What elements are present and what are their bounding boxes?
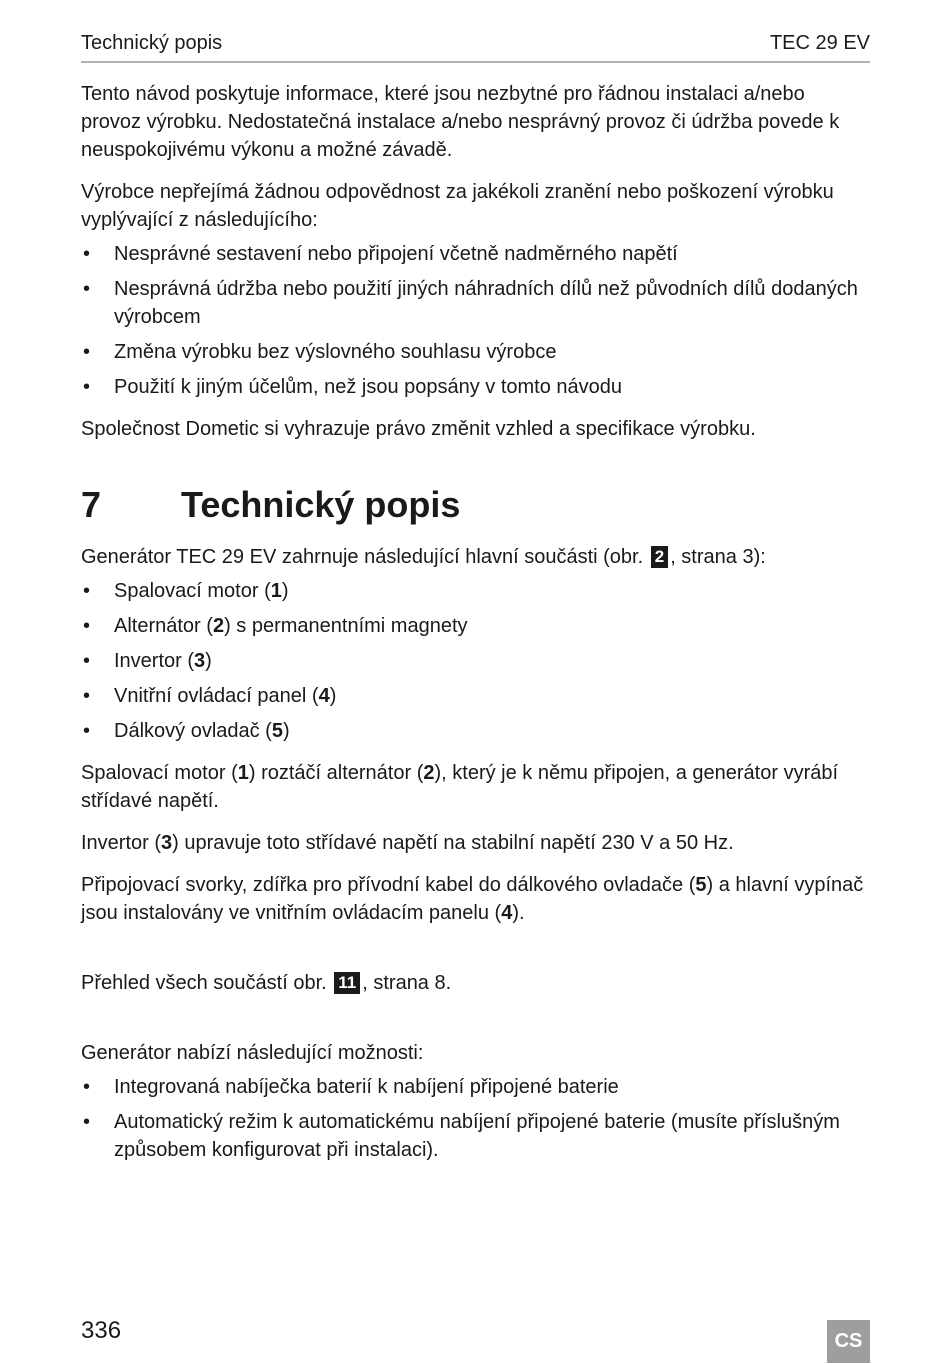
- figure-reference: 2: [651, 546, 668, 568]
- lead-text-end: , strana 3):: [670, 546, 766, 568]
- list-item: • Použití k jiným účelům, než jsou popsány v tomto návodu: [81, 373, 870, 401]
- intro-paragraph-1: Tento návod poskytuje informace, které jsou nezbytné pro řádnou instalaci a/nebo provoz výrobku. Nedostatečná instalace a/nebo nesprávný provoz či údržba povede k neuspokojivému výkonu a možné závadě.: [81, 83, 840, 161]
- section-heading: [81, 483, 870, 527]
- components-list: [81, 577, 870, 745]
- list-item: • Změna výrobku bez výslovného souhlasu výrobce: [81, 338, 870, 366]
- language-tab: CS: [827, 1320, 870, 1363]
- list-item: • Nesprávná údržba nebo použití jiných náhradních dílů než původních dílů dodaných výrobcem: [81, 275, 870, 331]
- liability-list: [81, 240, 870, 401]
- lead-text: Generátor TEC 29 EV zahrnuje následující hlavní součásti (obr.: [81, 546, 649, 568]
- header-section-title: Technický popis: [81, 32, 223, 54]
- options-list: [81, 1073, 870, 1164]
- running-header: [81, 30, 870, 63]
- inverter-paragraph: Invertor (3) upravuje toto střídavé napětí na stabilní napětí 230 V a 50 Hz.: [81, 832, 734, 854]
- list-item: • Integrovaná nabíječka baterií k nabíjení připojené baterie: [81, 1073, 870, 1101]
- figure-reference: 11: [334, 972, 360, 994]
- list-item: • Spalovací motor (1): [81, 577, 870, 605]
- list-item: • Vnitřní ovládací panel (4): [81, 682, 870, 710]
- motor-paragraph: Spalovací motor (1) roztáčí alternátor (2), který je k němu připojen, a generátor vyrábí střídavé napětí.: [81, 762, 839, 812]
- content: [81, 80, 870, 1178]
- section-title: Technický popis: [181, 484, 461, 525]
- section-lead: [81, 543, 870, 571]
- list-item: • Alternátor (2) s permanentními magnety: [81, 612, 870, 640]
- intro-paragraph-2: Výrobce nepřejímá žádnou odpovědnost za jakékoli zranění nebo poškození výrobku vyplývající z následujícího:: [81, 181, 834, 231]
- list-item: • Dálkový ovladač (5): [81, 717, 870, 745]
- header-model: TEC 29 EV: [769, 32, 870, 54]
- intro-paragraph-3: Společnost Dometic si vyhrazuje právo změnit vzhled a specifikace výrobku.: [81, 418, 756, 440]
- page-number: 336: [81, 1317, 122, 1344]
- list-item: • Nesprávné sestavení nebo připojení včetně nadměrného napětí: [81, 240, 870, 268]
- overview-paragraph: Přehled všech součástí obr. 11 , strana 8.: [81, 972, 452, 994]
- list-item: • Invertor (3): [81, 647, 870, 675]
- list-item: • Automatický režim k automatickému nabíjení připojené baterie (musíte příslušným způsobem konfigurovat při instalaci).: [81, 1108, 870, 1164]
- options-intro: Generátor nabízí následující možnosti:: [81, 1042, 424, 1064]
- terminals-paragraph: Připojovací svorky, zdířka pro přívodní kabel do dálkového ovladače (5) a hlavní vypínač jsou instalovány ve vnitřním ovládacím panelu (4).: [81, 874, 864, 924]
- section-number: 7: [81, 484, 102, 525]
